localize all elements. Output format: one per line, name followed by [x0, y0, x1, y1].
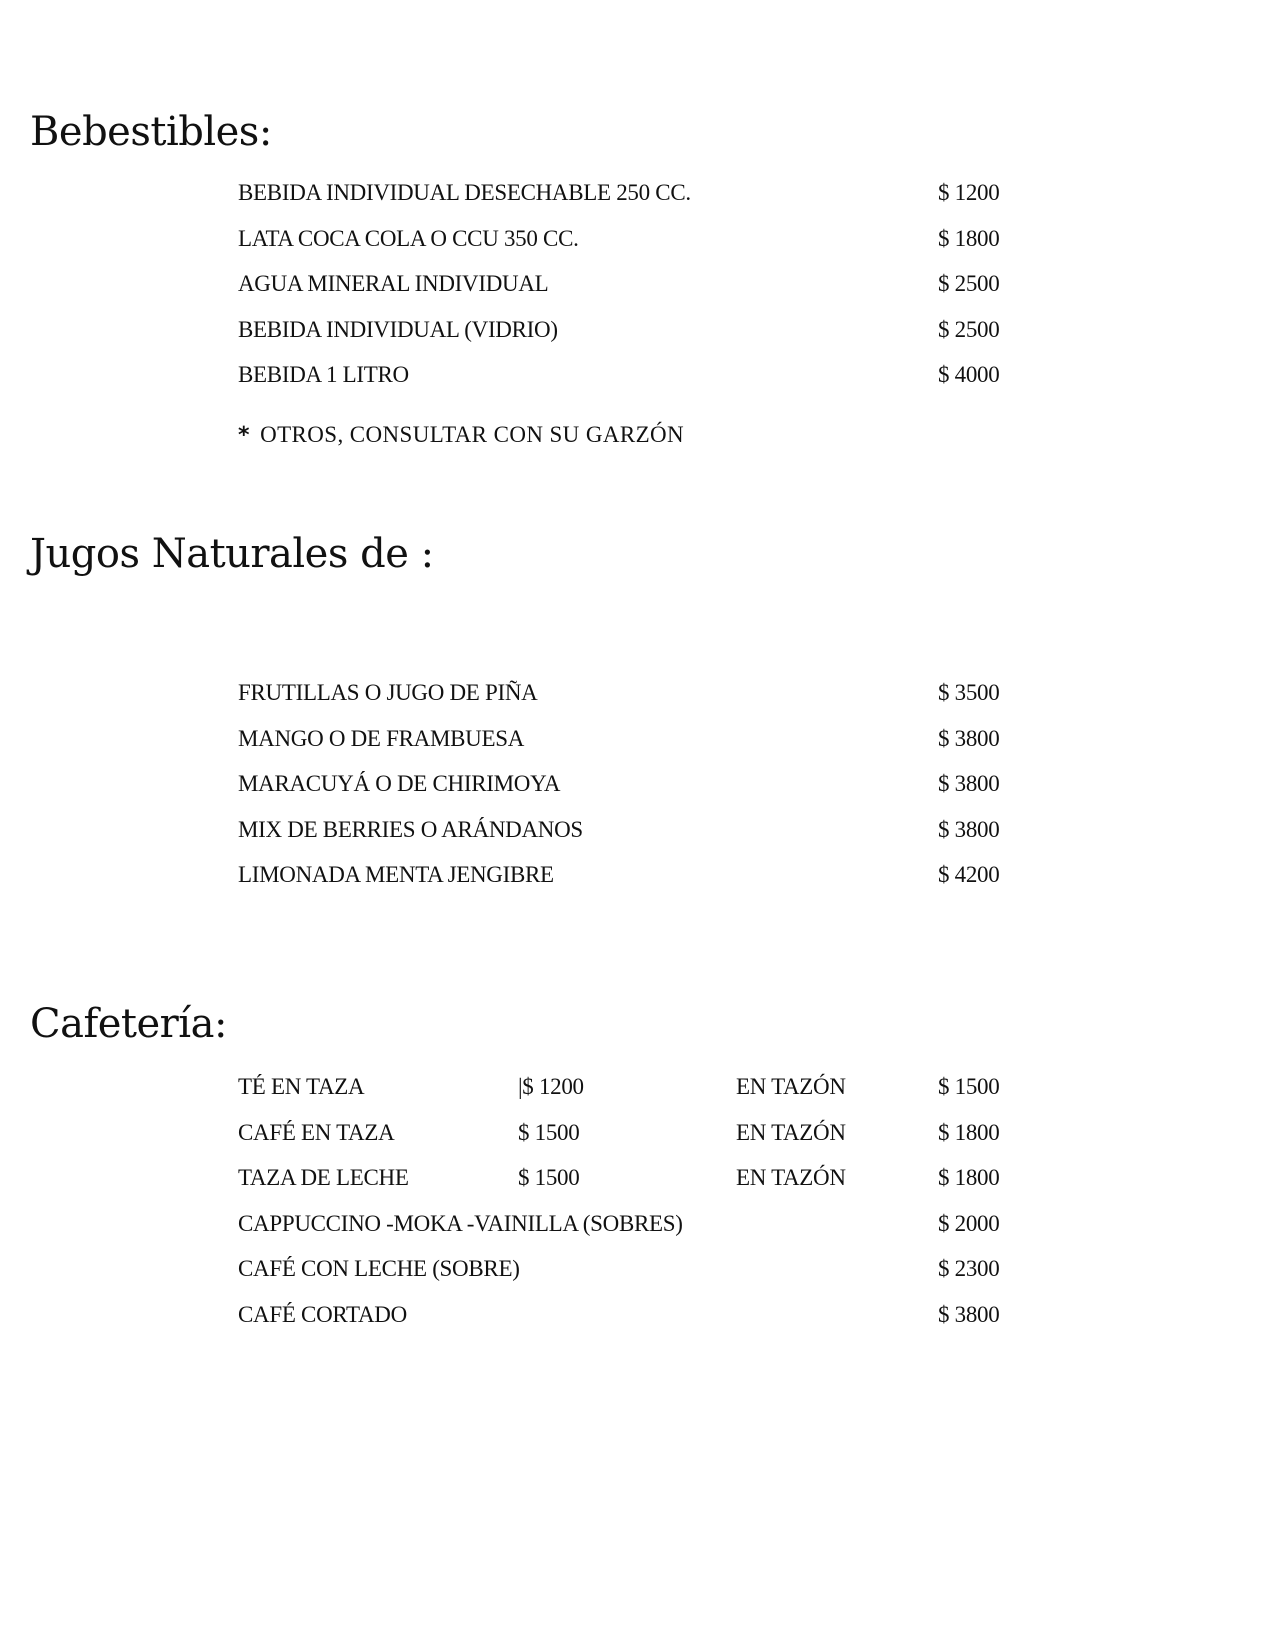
menu-item	[238, 216, 1038, 262]
item-price: $ 4200	[938, 862, 1000, 887]
item-name: TAZA DE LECHE	[238, 1165, 409, 1190]
jugos-list	[238, 670, 1038, 898]
item-name: AGUA MINERAL INDIVIDUAL	[238, 271, 549, 296]
item-price: $ 1800	[938, 1165, 1000, 1190]
item-price: $ 3800	[938, 725, 1000, 751]
menu-item	[238, 807, 1038, 853]
item-name: CAFÉ CORTADO	[238, 1301, 407, 1327]
menu-item	[238, 170, 1038, 216]
item-price: $ 2500	[938, 271, 1000, 296]
menu-item	[238, 1292, 1038, 1338]
item-price: $ 3800	[938, 1301, 1000, 1327]
bebestibles-list	[238, 170, 1038, 398]
menu-item	[238, 670, 1038, 716]
item-name: CAPPUCCINO -MOKA -VAINILLA (SOBRES)	[238, 1210, 683, 1236]
menu-item	[238, 1110, 1038, 1156]
item-price: $ 1800	[938, 225, 1000, 251]
tazon-label: EN TAZÓN	[736, 1119, 846, 1145]
section-title-cafeteria: Cafetería:	[30, 1001, 227, 1047]
menu-item	[238, 307, 1038, 353]
item-name: LIMONADA MENTA JENGIBRE	[238, 862, 554, 887]
item-name: LATA COCA COLA O CCU 350 CC.	[238, 225, 579, 251]
taza-price: $ 1500	[518, 1119, 580, 1145]
menu-item	[238, 352, 1038, 398]
item-name: BEBIDA 1 LITRO	[238, 362, 409, 387]
tazon-label: EN TAZÓN	[736, 1074, 846, 1099]
item-price: $ 2300	[938, 1256, 1000, 1281]
taza-price: |$ 1200	[518, 1074, 584, 1099]
menu-item	[238, 1155, 1038, 1201]
item-price: $ 2000	[938, 1210, 1000, 1236]
asterisk-icon: *	[238, 423, 250, 448]
item-price: $ 1800	[938, 1119, 1000, 1145]
section-title-jugos: Jugos Naturales de :	[30, 531, 434, 577]
item-name: BEBIDA INDIVIDUAL (VIDRIO)	[238, 316, 558, 342]
menu-item	[238, 1064, 1038, 1110]
item-name: MANGO O DE FRAMBUESA	[238, 725, 525, 751]
item-name: MARACUYÁ O DE CHIRIMOYA	[238, 771, 561, 796]
menu-item	[238, 261, 1038, 307]
menu-item	[238, 852, 1038, 898]
note-text: OTROS, CONSULTAR CON SU GARZÓN	[260, 422, 685, 447]
item-price: $ 3500	[938, 680, 1000, 705]
item-name: CAFÉ CON LECHE (SOBRE)	[238, 1256, 520, 1281]
cafeteria-list	[238, 1064, 1038, 1337]
menu-item	[238, 716, 1038, 762]
item-price: $ 3800	[938, 816, 1000, 842]
item-price: $ 2500	[938, 316, 1000, 342]
taza-price: $ 1500	[518, 1165, 580, 1190]
menu-item	[238, 761, 1038, 807]
item-price: $ 4000	[938, 362, 1000, 387]
item-name: CAFÉ EN TAZA	[238, 1119, 395, 1145]
item-name: BEBIDA INDIVIDUAL DESECHABLE 250 CC.	[238, 180, 691, 205]
tazon-label: EN TAZÓN	[736, 1165, 846, 1190]
item-name: FRUTILLAS O JUGO DE PIÑA	[238, 680, 538, 705]
section-title-bebestibles: Bebestibles:	[30, 109, 272, 155]
item-name: MIX DE BERRIES O ARÁNDANOS	[238, 816, 583, 842]
menu-item	[238, 1246, 1038, 1292]
item-price: $ 3800	[938, 771, 1000, 796]
item-price: $ 1200	[938, 180, 1000, 205]
bebestibles-note	[238, 422, 684, 448]
item-price: $ 1500	[938, 1074, 1000, 1099]
menu-item	[238, 1201, 1038, 1247]
item-name: TÉ EN TAZA	[238, 1074, 365, 1099]
